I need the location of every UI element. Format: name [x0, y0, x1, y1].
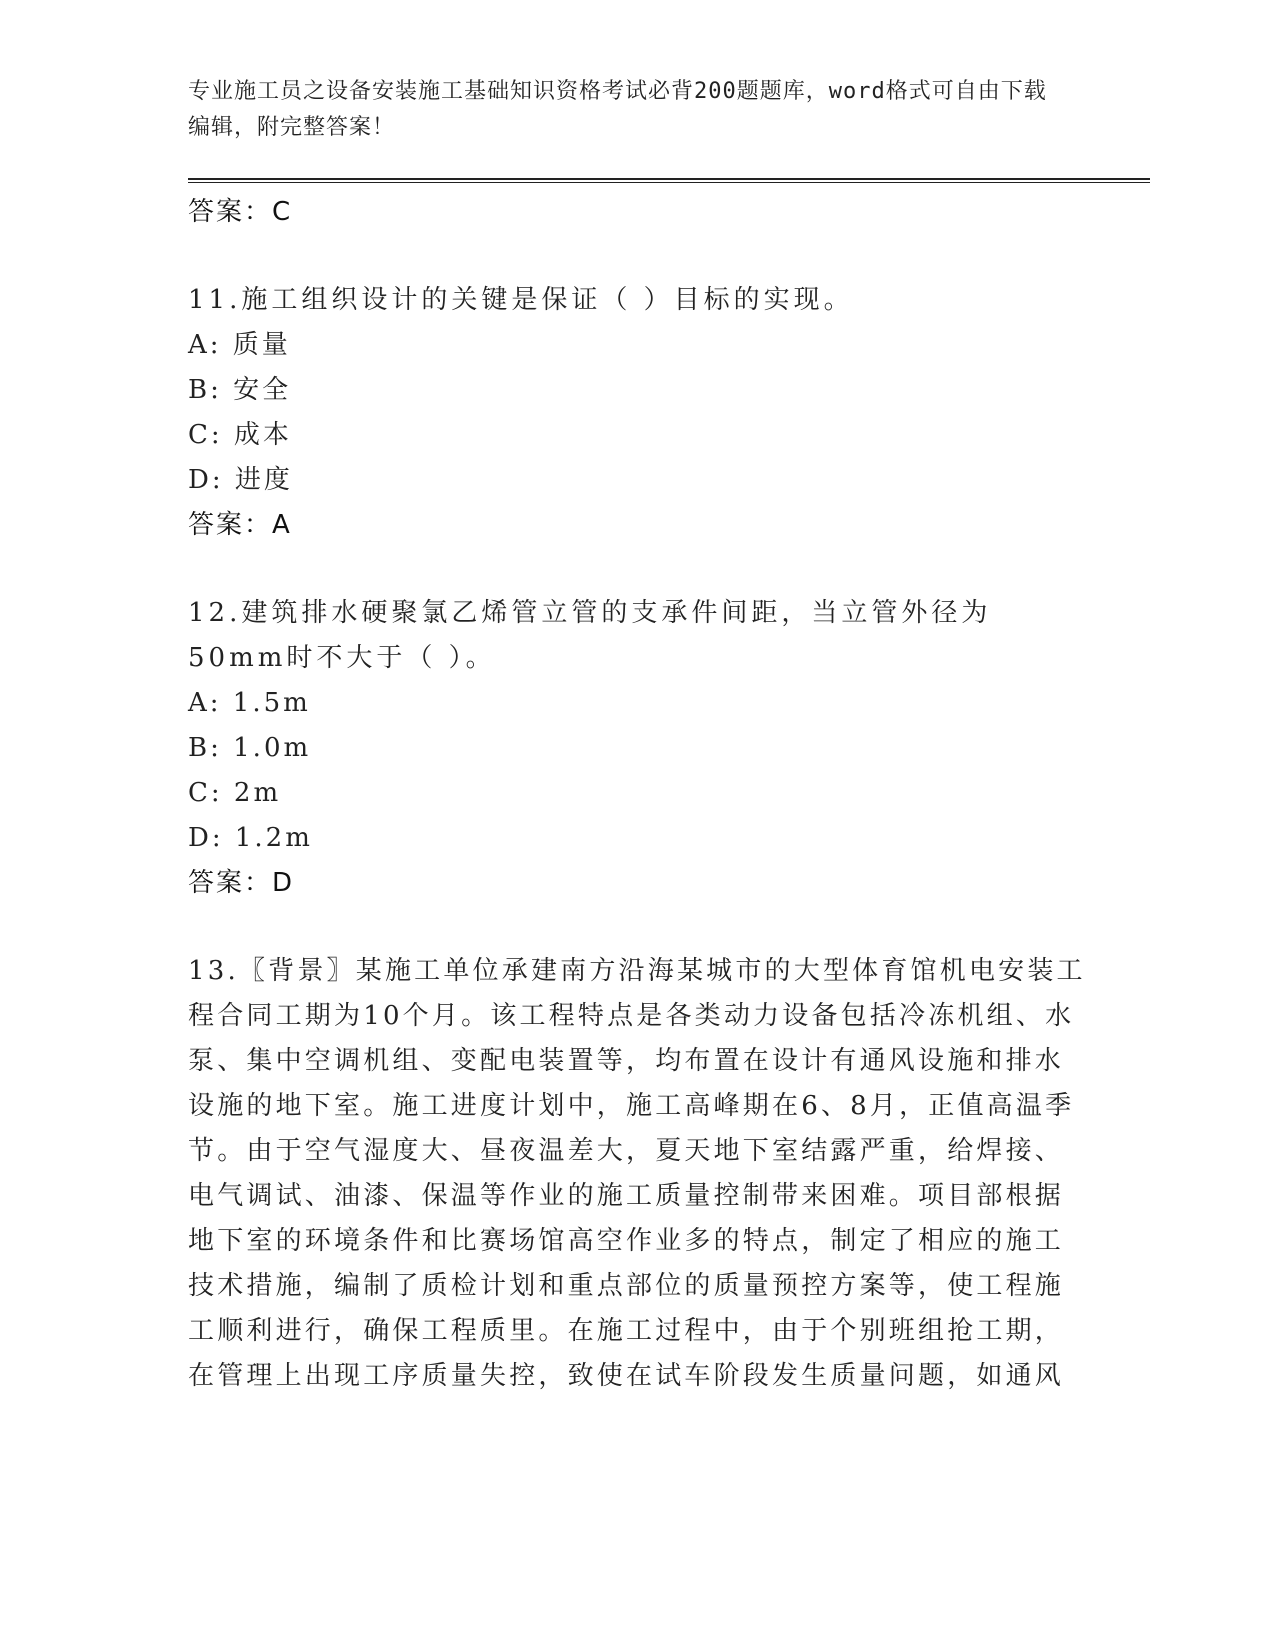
answer-line: 答案：D	[188, 868, 295, 898]
option-a: A: 1.5m	[188, 688, 311, 718]
document-header: 专业施工员之设备安装施工基础知识资格考试必背200题题库，word格式可自由下载编辑，附完整答案！	[188, 79, 1047, 140]
spacer	[188, 547, 1088, 591]
option-a: A: 质量	[188, 330, 291, 360]
question-block	[188, 278, 1088, 547]
document-body	[188, 190, 1088, 1399]
header-rule-thick	[188, 178, 1150, 180]
spacer	[188, 905, 1088, 949]
question-text: 13.〖背景〗某施工单位承建南方沿海某城市的大型体育馆机电安装工程合同工期为10个月。该工程特点是各类动力设备包括冷冻机组、水泵、集中空调机组、变配电装置等，均布置在设计有通风设施和排水设施的地下室。施工进度计划中，施工高峰期在6、8月，正值高温季节。由于空气湿度大、昼夜温差大，夏天地下室结露严重，给焊接、电气调试、油漆、保温等作业的施工质量控制带来困难。项目部根据地下室的环境条件和比赛场馆高空作业多的特点，制定了相应的施工技术措施，编制了质检计划和重点部位的质量预控方案等，使工程施工顺利进行，确保工程质里。在施工过程中，由于个别班组抢工期，在管理上出现工序质量失控，致使在试车阶段发生质量问题，如通风	[188, 956, 1086, 1391]
question-text: 11.施工组织设计的关键是保证（ ）目标的实现。	[188, 285, 854, 315]
question-block	[188, 591, 1088, 905]
option-c: C: 2m	[188, 778, 282, 808]
option-b: B: 安全	[188, 375, 292, 405]
option-d: D: 进度	[188, 465, 293, 495]
answer-line: 答案：C	[188, 197, 293, 227]
option-b: B: 1.0m	[188, 733, 312, 763]
answer-line: 答案：A	[188, 510, 292, 540]
question-block	[188, 949, 1088, 1399]
question-text: 12.建筑排水硬聚氯乙烯管立管的支承件间距，当立管外径为50mm时不大于（ ）。	[188, 598, 992, 673]
option-c: C: 成本	[188, 420, 292, 450]
option-d: D: 1.2m	[188, 823, 313, 853]
spacer	[188, 234, 1088, 278]
header-rule-thin	[188, 182, 1150, 183]
